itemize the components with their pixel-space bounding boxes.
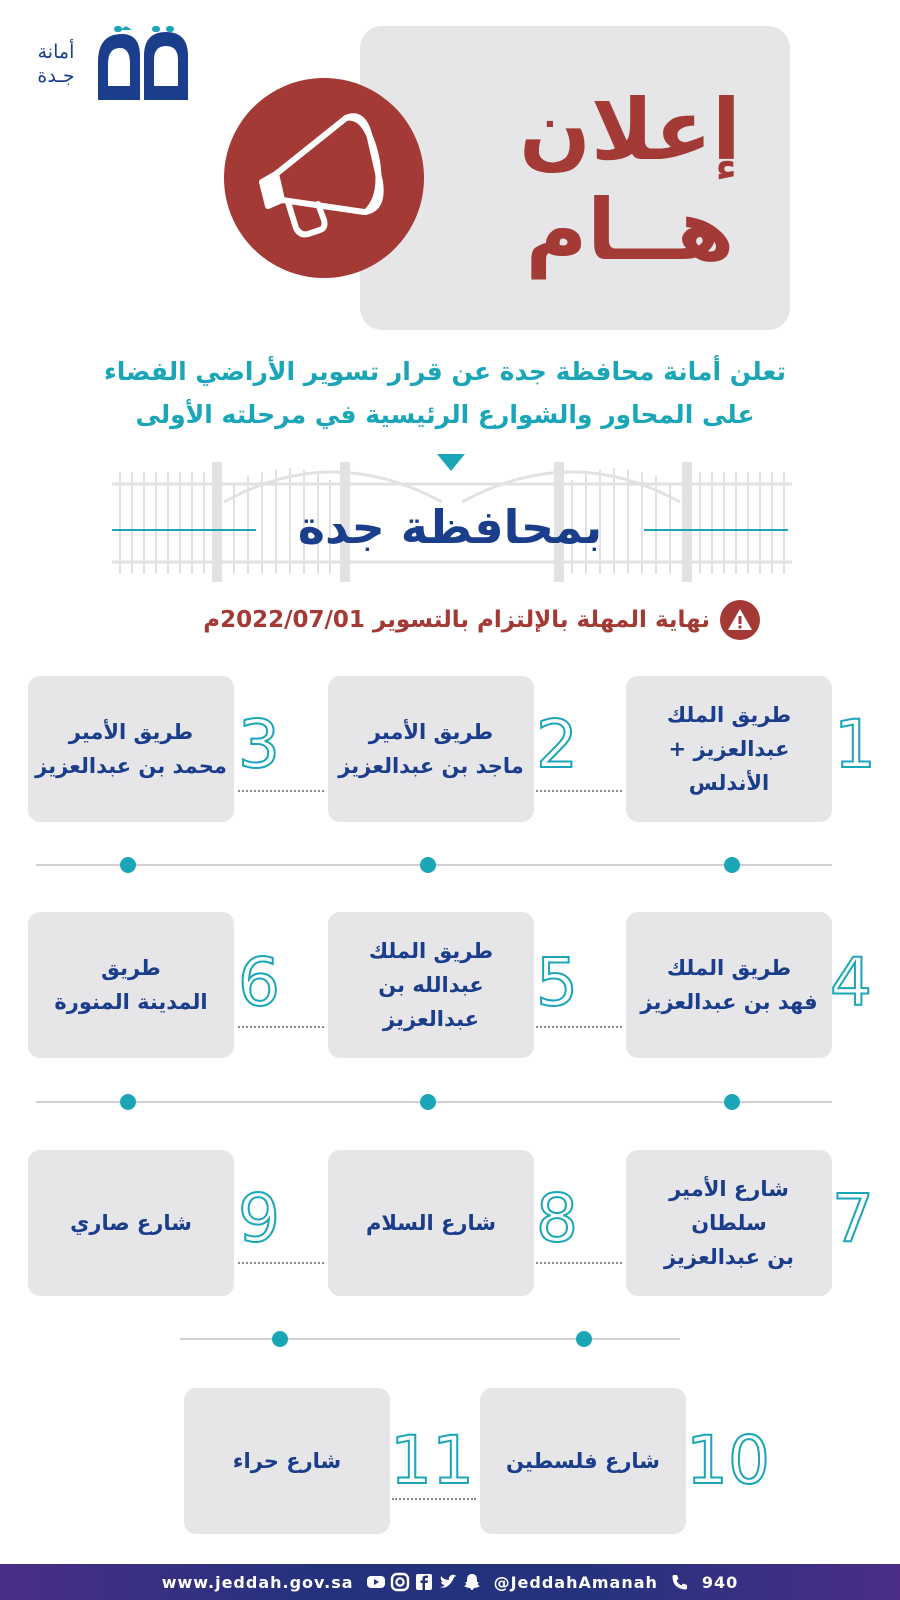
dots-connector xyxy=(536,790,622,792)
dots-connector xyxy=(238,790,324,792)
road-card-6 xyxy=(28,912,234,1058)
row-dot xyxy=(724,1094,740,1110)
road-number-9: 9 xyxy=(238,1180,280,1257)
road-4-line1: طريق الملك xyxy=(666,956,792,980)
row-dot xyxy=(120,857,136,873)
road-number-6: 6 xyxy=(238,944,280,1021)
row-dot xyxy=(272,1331,288,1347)
road-number-5: 5 xyxy=(536,944,578,1021)
phone-number[interactable]: 940 xyxy=(701,1572,739,1592)
city-line-right xyxy=(644,529,788,531)
snapchat-icon[interactable] xyxy=(462,1572,482,1592)
row-dot xyxy=(724,857,740,873)
road-6-line2: المدينة المنورة xyxy=(54,990,208,1014)
road-9-line1: شارع صاري xyxy=(70,1211,192,1235)
title-line-1: إعلان xyxy=(519,81,741,179)
road-card-5 xyxy=(328,912,534,1058)
road-card-7 xyxy=(626,1150,832,1296)
road-card-4 xyxy=(626,912,832,1058)
road-number-11: 11 xyxy=(390,1422,474,1499)
dots-connector xyxy=(536,1026,622,1028)
row-dot xyxy=(576,1331,592,1347)
dots-connector xyxy=(238,1262,324,1264)
road-number-8: 8 xyxy=(536,1180,578,1257)
road-card-2 xyxy=(328,676,534,822)
road-3-line2: محمد بن عبدالعزيز xyxy=(35,754,227,778)
announcement-title xyxy=(510,80,750,280)
row-divider-3 xyxy=(180,1338,680,1340)
city-title: بمحافظة جدة xyxy=(297,500,603,554)
intro-line-2: على المحاور والشوارع الرئيسية في مرحلته الأولى xyxy=(135,400,755,429)
road-8-line1: شارع السلام xyxy=(365,1211,497,1235)
road-number-4: 4 xyxy=(830,944,872,1021)
row-dot xyxy=(120,1094,136,1110)
facebook-icon[interactable] xyxy=(414,1572,434,1592)
megaphone-icon xyxy=(224,78,424,278)
deadline-notice xyxy=(140,600,760,640)
deadline-text: نهاية المهلة بالإلتزام بالتسوير 2022/07/01م xyxy=(203,607,710,633)
road-3-line1: طريق الأمير xyxy=(68,720,194,744)
road-10-line1: شارع فلسطين xyxy=(506,1449,660,1473)
road-number-1: 1 xyxy=(834,706,876,783)
social-handle[interactable]: @JeddahAmanah xyxy=(493,1572,658,1592)
road-2-line2: ماجد بن عبدالعزيز xyxy=(338,754,524,778)
warning-icon xyxy=(720,600,760,640)
instagram-icon[interactable] xyxy=(390,1572,410,1592)
phone-icon xyxy=(670,1572,690,1592)
road-1-line1: طريق الملك xyxy=(666,703,792,727)
title-line-2: هــام xyxy=(525,181,735,279)
road-6-line1: طريق xyxy=(101,956,161,980)
road-11-line1: شارع حراء xyxy=(232,1449,342,1473)
logo-text-line2: جـدة xyxy=(37,65,75,87)
road-card-11 xyxy=(184,1388,390,1534)
logo-text-line1: أمانة xyxy=(37,41,75,63)
road-number-7: 7 xyxy=(832,1180,874,1257)
logo-mark-icon xyxy=(94,26,194,104)
city-line-left xyxy=(112,529,256,531)
intro-line-1: تعلن أمانة محافظة جدة عن قرار تسوير الأراضي الفضاء xyxy=(103,357,787,386)
road-number-2: 2 xyxy=(536,706,578,783)
road-card-3 xyxy=(28,676,234,822)
road-number-10: 10 xyxy=(686,1422,770,1499)
row-dot xyxy=(420,857,436,873)
road-number-3: 3 xyxy=(238,706,280,783)
road-5-line1: طريق الملك xyxy=(368,939,494,963)
social-icons xyxy=(366,1572,482,1592)
youtube-icon[interactable] xyxy=(366,1572,386,1592)
road-5-line2: عبدالله بن عبدالعزيز xyxy=(378,973,484,1031)
road-7-line1: شارع الأمير سلطان xyxy=(669,1177,789,1235)
road-card-10 xyxy=(480,1388,686,1534)
intro-text xyxy=(100,350,790,436)
jeddah-amanah-logo xyxy=(24,26,194,106)
road-1-line2: عبدالعزيز + الأندلس xyxy=(668,737,790,795)
road-2-line1: طريق الأمير xyxy=(368,720,494,744)
dots-connector xyxy=(536,1262,622,1264)
row-dot xyxy=(420,1094,436,1110)
logo-text xyxy=(24,40,88,88)
road-card-8 xyxy=(328,1150,534,1296)
road-card-9 xyxy=(28,1150,234,1296)
twitter-icon[interactable] xyxy=(438,1572,458,1592)
footer-bar xyxy=(0,1564,900,1600)
road-card-1 xyxy=(626,676,832,822)
road-7-line2: بن عبدالعزيز xyxy=(663,1245,795,1269)
road-4-line2: فهد بن عبدالعزيز xyxy=(640,990,818,1014)
website-link[interactable]: www.jeddah.gov.sa xyxy=(161,1572,354,1592)
megaphone-badge xyxy=(224,78,424,278)
dots-connector xyxy=(238,1026,324,1028)
